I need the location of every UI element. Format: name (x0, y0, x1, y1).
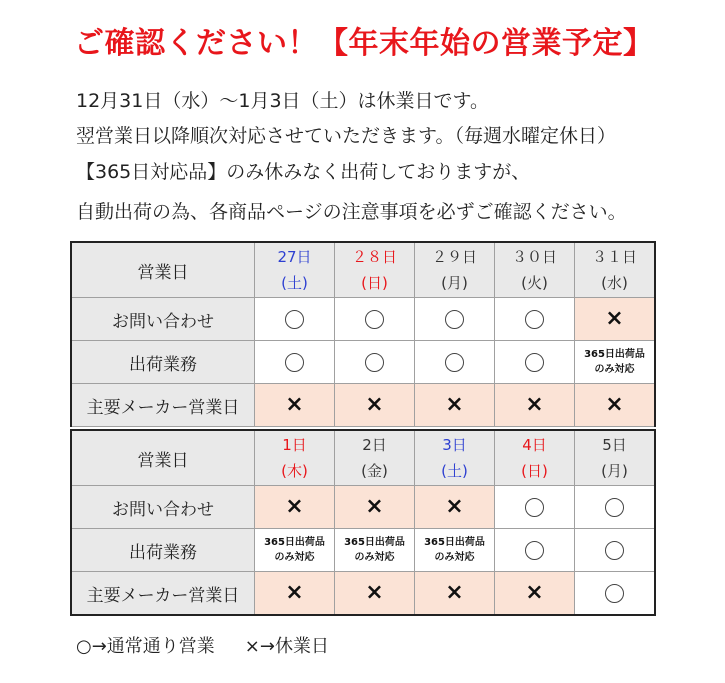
row-label-maker: 主要メーカー営業日 (71, 384, 255, 427)
day-cell (575, 242, 656, 298)
notice-line-3: 【365日対応品】のみ休みなく出荷しておりますが、 (76, 161, 531, 183)
status-cell (575, 486, 656, 529)
maker-row (71, 384, 655, 427)
day-date: ２８日 (351, 248, 397, 266)
status-cell (335, 572, 415, 616)
day-cell (335, 430, 415, 486)
day-weekday: (日) (521, 462, 548, 480)
closed-mark: × (365, 494, 384, 519)
status-cell (255, 384, 335, 427)
closed-mark: × (365, 580, 384, 605)
page-title: ご確認ください！【年末年始の営業予定】 (74, 26, 654, 61)
inquiry-row (71, 298, 655, 341)
note-365-line: 365日出荷品 (344, 537, 405, 548)
day-cell (335, 242, 415, 298)
day-cell (495, 242, 575, 298)
day-cell (255, 242, 335, 298)
notice-line-1: 12月31日（水）～1月3日（土）は休業日です。 (76, 90, 490, 112)
day-cell (495, 430, 575, 486)
day-date: 2日 (362, 436, 387, 454)
closed-mark: × (445, 580, 464, 605)
day-date: 3日 (442, 436, 467, 454)
note-365 (575, 347, 654, 377)
row-label-maker: 主要メーカー営業日 (71, 572, 255, 616)
status-cell (335, 486, 415, 529)
open-mark (525, 353, 544, 372)
inquiry-row (71, 486, 655, 529)
status-cell (415, 529, 495, 572)
status-cell (415, 298, 495, 341)
day-header-row (71, 430, 655, 486)
day-cell (255, 430, 335, 486)
status-cell (335, 529, 415, 572)
closed-mark: × (285, 494, 304, 519)
note-365-line: 365日出荷品 (264, 537, 325, 548)
open-mark (445, 310, 464, 329)
day-weekday: (水) (601, 274, 628, 292)
closed-mark: × (605, 306, 624, 331)
schedule-table-week2 (70, 429, 656, 616)
closed-mark: × (445, 392, 464, 417)
closed-mark: × (445, 494, 464, 519)
legend-closed: ×→休業日 (244, 636, 329, 657)
legend (76, 632, 329, 658)
status-cell (495, 384, 575, 427)
day-weekday: (土) (281, 274, 308, 292)
open-mark (285, 310, 304, 329)
note-365 (335, 535, 414, 565)
day-weekday: (月) (441, 274, 468, 292)
status-cell (255, 529, 335, 572)
row-label-shipping: 出荷業務 (71, 529, 255, 572)
status-cell (495, 572, 575, 616)
day-date: ３１日 (591, 248, 637, 266)
schedule-table-week1 (70, 241, 656, 427)
note-365 (415, 535, 494, 565)
open-mark (605, 541, 624, 560)
open-mark (605, 498, 624, 517)
row-label-day: 営業日 (71, 430, 255, 486)
open-mark (525, 498, 544, 517)
day-cell (575, 430, 656, 486)
day-weekday: (月) (601, 462, 628, 480)
day-weekday: (土) (441, 462, 468, 480)
note-365-line: のみ対応 (594, 364, 635, 375)
closed-mark: × (285, 580, 304, 605)
open-mark (285, 353, 304, 372)
shipping-row (71, 341, 655, 384)
note-365 (255, 535, 334, 565)
status-cell (335, 384, 415, 427)
status-cell (575, 572, 656, 616)
status-cell (415, 572, 495, 616)
status-cell (495, 341, 575, 384)
status-cell (495, 529, 575, 572)
day-weekday: (木) (281, 462, 308, 480)
day-cell (415, 242, 495, 298)
status-cell (495, 486, 575, 529)
open-mark (445, 353, 464, 372)
closed-mark: × (525, 580, 544, 605)
row-label-inquiry: お問い合わせ (71, 298, 255, 341)
status-cell (575, 298, 656, 341)
open-mark (525, 541, 544, 560)
open-mark (365, 353, 384, 372)
open-mark (365, 310, 384, 329)
status-cell (575, 341, 656, 384)
row-label-inquiry: お問い合わせ (71, 486, 255, 529)
day-date: 1日 (282, 436, 307, 454)
status-cell (575, 384, 656, 427)
row-label-shipping: 出荷業務 (71, 341, 255, 384)
closed-mark: × (605, 392, 624, 417)
status-cell (255, 298, 335, 341)
status-cell (415, 341, 495, 384)
status-cell (575, 529, 656, 572)
day-cell (415, 430, 495, 486)
note-365-line: のみ対応 (434, 552, 475, 563)
note-365-line: 365日出荷品 (584, 349, 645, 360)
status-cell (255, 572, 335, 616)
status-cell (335, 341, 415, 384)
status-cell (335, 298, 415, 341)
day-weekday: (日) (361, 274, 388, 292)
maker-row (71, 572, 655, 616)
notice-line-2: 翌営業日以降順次対応させていただきます。（毎週水曜定休日） (76, 125, 616, 147)
legend-open: ○→通常通り営業 (76, 636, 215, 657)
note-365-line: 365日出荷品 (424, 537, 485, 548)
shipping-row (71, 529, 655, 572)
day-weekday: (火) (521, 274, 548, 292)
status-cell (415, 486, 495, 529)
status-cell (255, 341, 335, 384)
day-date: ２９日 (431, 248, 477, 266)
day-date: 5日 (602, 436, 627, 454)
status-cell (415, 384, 495, 427)
closed-mark: × (525, 392, 544, 417)
day-date: 4日 (522, 436, 547, 454)
note-365-line: のみ対応 (274, 552, 315, 563)
closed-mark: × (285, 392, 304, 417)
closed-mark: × (365, 392, 384, 417)
day-date: ３０日 (511, 248, 557, 266)
open-mark (605, 584, 624, 603)
status-cell (495, 298, 575, 341)
notice-line-4: 自動出荷の為、各商品ページの注意事項を必ずご確認ください。 (76, 201, 627, 223)
row-label-day: 営業日 (71, 242, 255, 298)
note-365-line: のみ対応 (354, 552, 395, 563)
open-mark (525, 310, 544, 329)
status-cell (255, 486, 335, 529)
day-header-row (71, 242, 655, 298)
day-weekday: (金) (361, 462, 388, 480)
day-date: 27日 (277, 248, 312, 266)
